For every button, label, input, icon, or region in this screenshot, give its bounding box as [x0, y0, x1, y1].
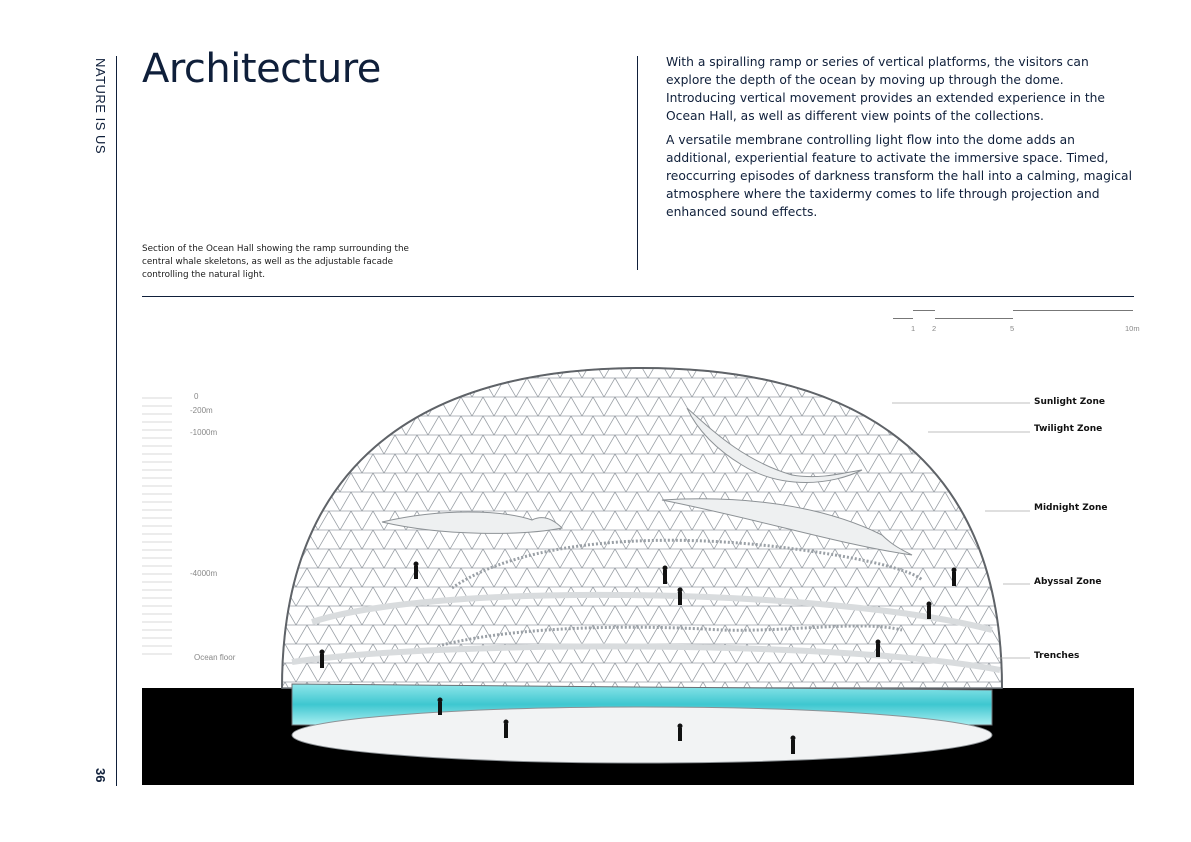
scale-segment — [935, 318, 1013, 319]
scale-tick-5: 5 — [1010, 324, 1015, 333]
intro-paragraph-2: A versatile membrane controlling light flow into the dome adds an additional, experiential feature to activate the immersive space. Timed, reoccurring episodes of darkness transform the hall into a calming, magical atmosphere where the taxidermy comes to life through projection and enhanced sound effects. — [666, 133, 1133, 219]
ocean-hall-section — [142, 340, 1134, 785]
scale-tick-10m: 10m — [1125, 324, 1140, 333]
depth-label-4000m: -4000m — [190, 569, 218, 578]
scale-segment — [913, 310, 935, 311]
scale-tick-1: 1 — [911, 324, 916, 333]
depth-label-ocean-floor: Ocean floor — [194, 653, 236, 662]
intro-paragraph-1: With a spiralling ramp or series of vertical platforms, the visitors can explore the depth of the ocean by moving up through the dome. Introducing vertical movement provides an extended experience in the Ocean Hall, as well as different view points of the collections. — [666, 55, 1105, 123]
scale-bar — [893, 308, 1143, 338]
horizontal-rule — [142, 296, 1134, 297]
scale-segment — [893, 318, 913, 319]
left-vertical-rule — [116, 56, 117, 786]
depth-label-0: 0 — [194, 392, 199, 401]
column-divider — [637, 56, 638, 270]
depth-label-1000m: -1000m — [190, 428, 218, 437]
intro-text — [666, 53, 1136, 227]
scale-tick-2: 2 — [932, 324, 937, 333]
scale-segment — [1013, 310, 1133, 311]
page-number — [90, 768, 112, 788]
page-number-text: 36 — [93, 768, 108, 783]
side-section-label-text: NATURE IS US — [93, 58, 108, 155]
side-section-label — [90, 58, 112, 178]
zone-label-sunlight: Sunlight Zone — [1034, 397, 1105, 407]
zone-label-abyssal: Abyssal Zone — [1034, 577, 1102, 587]
page-title: Architecture — [142, 46, 381, 92]
zone-label-twilight: Twilight Zone — [1034, 424, 1103, 434]
zone-leader-lines — [142, 340, 1134, 785]
depth-label-200m: -200m — [190, 406, 213, 415]
figure-caption: Section of the Ocean Hall showing the ramp surrounding the central whale skeletons, as well as the adjustable facade controlling the natural light. — [142, 244, 409, 280]
zone-label-trenches: Trenches — [1034, 651, 1080, 661]
zone-label-midnight: Midnight Zone — [1034, 503, 1108, 513]
